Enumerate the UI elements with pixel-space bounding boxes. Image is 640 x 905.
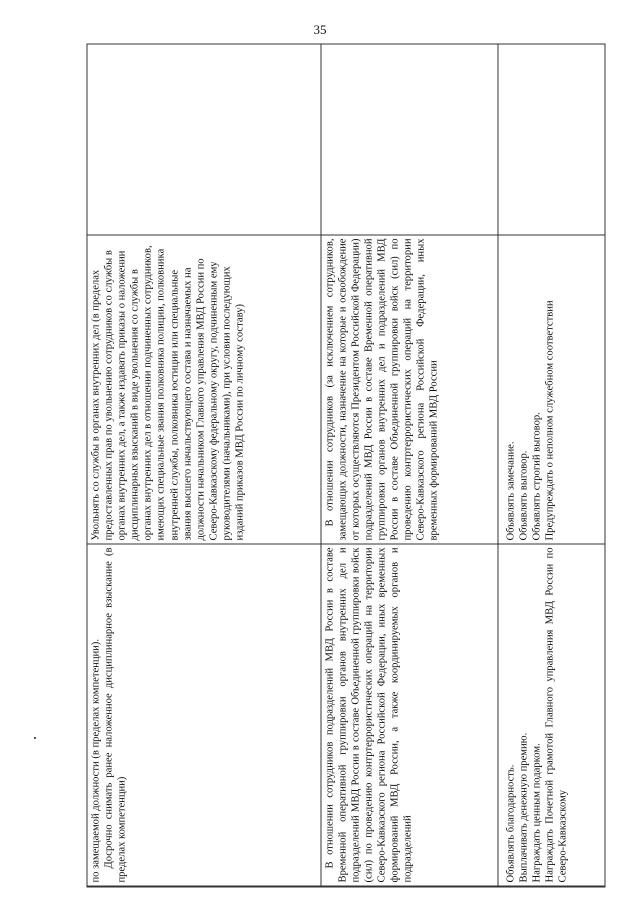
authority-table bbox=[87, 44, 606, 888]
table-row bbox=[87, 44, 321, 887]
cell-text: Объявлять благодарность. bbox=[505, 764, 517, 883]
cell-text: Награждать Почетной грамотой Главного управления МВД России по Северо-Кавказскому bbox=[544, 547, 569, 883]
cell-text: Предупреждать о неполном служебном соответствии bbox=[544, 300, 556, 541]
table-row bbox=[498, 44, 605, 887]
table-row bbox=[321, 44, 498, 887]
table-cell-incentives-row1 bbox=[87, 544, 321, 886]
cell-text: В отношении сотрудников подразделений МВД России в составе Временной оперативной группировки органов внутренних дел и подразделений МВД России в составе Объединенной группировки войск (сил) по проведению контртеррористических операций на территории Северо-Кавказского региона Российской Федерации, иных временных формирований МВД России, а также координируемых органов и подразделений bbox=[324, 547, 414, 883]
table-cell-extra-row2 bbox=[321, 44, 498, 235]
cell-text: Увольнять со службы в органах внутренних дел (в пределах предоставленных прав по увольнению сотрудников со службы в органах внутренних дел, а также издавать приказы о наложении дисциплинарных взысканий в виде увольнения со службы в органах внутренних дел в отношении подчиненных сотрудников, имеющих специальные звания полковника полиции, полковника внутренней службы, полковника юстиции или специальные звания высшего начальствующего состава и назначаемых на должности начальником Главного управления МВД России по Северо-Кавказскому федеральному округу, подчиненным ему руководителями (начальниками), при условии последующих изданий приказов МВД России по личному составу) bbox=[90, 245, 246, 541]
scan-speck bbox=[34, 737, 36, 739]
cell-text: В отношении сотрудников (за исключением сотрудников, замещающих должности, назначение на которые и освобождение от которых осуществляются Президентом Российской Федерации) подразделений МВД России в составе Временной оперативной группировки органов внутренних дел и подразделений МВД России в составе Объединенной группировки войск (сил) по проведению контртеррористических операций на территории Северо-Кавказского региона Российской Федерации, иных временных формирований МВД России bbox=[324, 238, 440, 541]
table-cell-extra-row3 bbox=[498, 44, 605, 235]
cell-text: Награждать ценным подарком. bbox=[531, 743, 543, 883]
table-cell-incentives-row2 bbox=[321, 544, 498, 886]
rotated-table-page bbox=[87, 60, 606, 888]
cell-text: по замещаемой должности (в пределах компетенции). bbox=[90, 638, 102, 883]
cell-text: Досрочно снимать ранее наложенное дисциплинарное взыскание (в пределах компетенции) bbox=[103, 547, 128, 883]
table-cell-penalties-row2 bbox=[321, 235, 498, 544]
cell-text: Объявлять строгий выговор. bbox=[531, 412, 543, 541]
table-cell-penalties-row3 bbox=[498, 235, 605, 544]
cell-text: Выплачивать денежную премию. bbox=[518, 732, 530, 883]
cell-text: Объявлять выговор. bbox=[518, 450, 530, 541]
table-cell-penalties-row1 bbox=[87, 235, 321, 544]
table-cell-empty bbox=[321, 886, 498, 887]
page-number: 35 bbox=[313, 22, 327, 37]
table-cell-incentives-row3 bbox=[498, 544, 605, 886]
cell-text: Объявлять замечание. bbox=[505, 441, 517, 541]
table-cell-empty bbox=[87, 886, 321, 887]
table-cell-empty bbox=[498, 886, 605, 887]
table-cell-extra-row1 bbox=[87, 44, 321, 235]
